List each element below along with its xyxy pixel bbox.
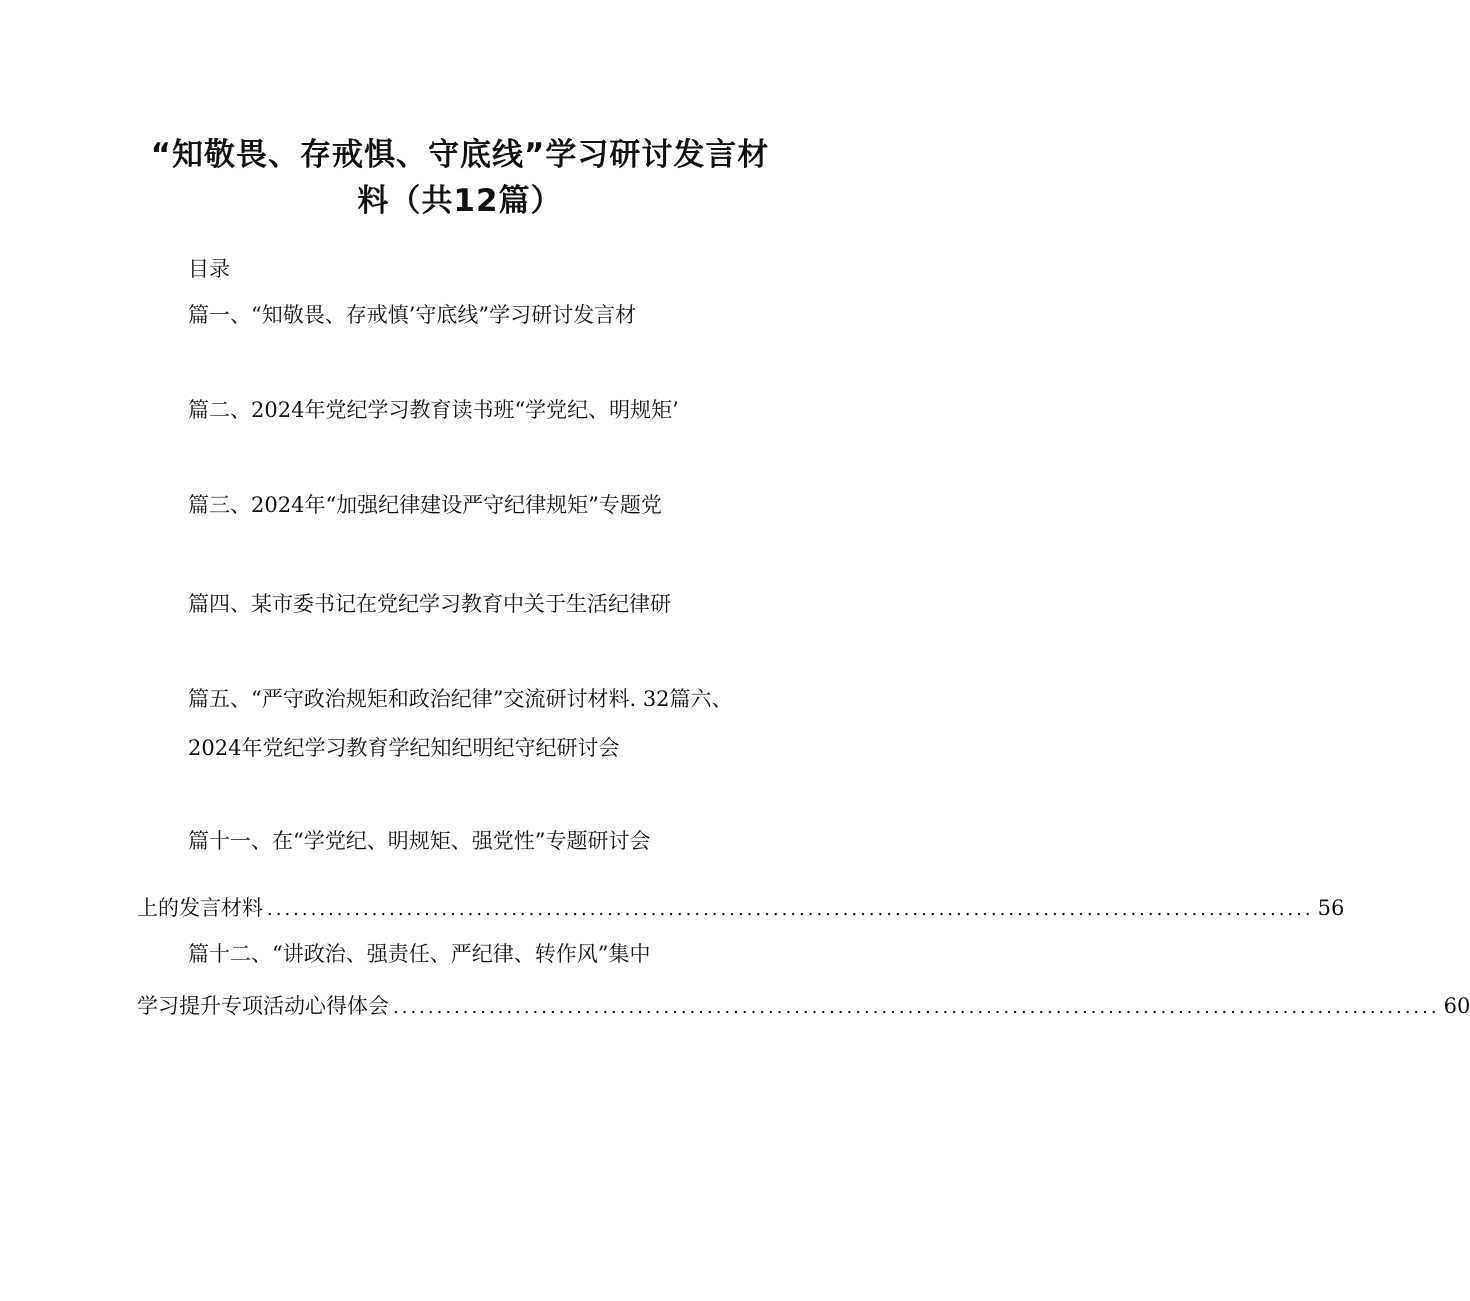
toc-entry-3[interactable]: 篇三、2024年“加强纪律建设严守纪律规矩”专题党: [188, 493, 662, 517]
document-title-line-2: 料（共12篇）: [357, 183, 563, 219]
toc-entry-11-page-number: 56: [1317, 896, 1345, 920]
document-title-line-1: “知敬畏、存戒惧、守底线”学习研讨发言材: [150, 137, 770, 173]
dot-leader: ........................................................................................................................: [393, 997, 1440, 1018]
toc-entry-1[interactable]: 篇一、“知敬畏、存戒慎’守底线”学习研讨发言材: [188, 303, 637, 327]
dot-leader: ........................................................................................................................: [267, 899, 1314, 920]
toc-entry-12-line-2[interactable]: [137, 992, 1470, 1022]
toc-entry-12-page-number: 60: [1443, 994, 1470, 1018]
toc-entry-11-line-2[interactable]: [137, 894, 1345, 924]
toc-entry-12-text: 学习提升专项活动心得体会: [137, 994, 389, 1018]
toc-entry-11-line-1[interactable]: 篇十一、在“学党纪、明规矩、强党性”专题研讨会: [188, 829, 651, 853]
toc-entry-5-line-2[interactable]: 2024年党纪学习教育学纪知纪明纪守纪研讨会: [188, 736, 620, 760]
toc-heading: 目录: [188, 257, 230, 281]
toc-entry-2[interactable]: 篇二、2024年党纪学习教育读书班“学党纪、明规矩’: [188, 398, 679, 422]
toc-entry-5-line-1[interactable]: 篇五、“严守政治规矩和政治纪律”交流研讨材料. 32篇六、: [188, 687, 733, 711]
toc-entry-12-line-1[interactable]: 篇十二、“讲政治、强责任、严纪律、转作风”集中: [188, 942, 651, 966]
toc-entry-11-text: 上的发言材料: [137, 896, 263, 920]
toc-entry-4[interactable]: 篇四、某市委书记在党纪学习教育中关于生活纪律研: [188, 592, 671, 616]
